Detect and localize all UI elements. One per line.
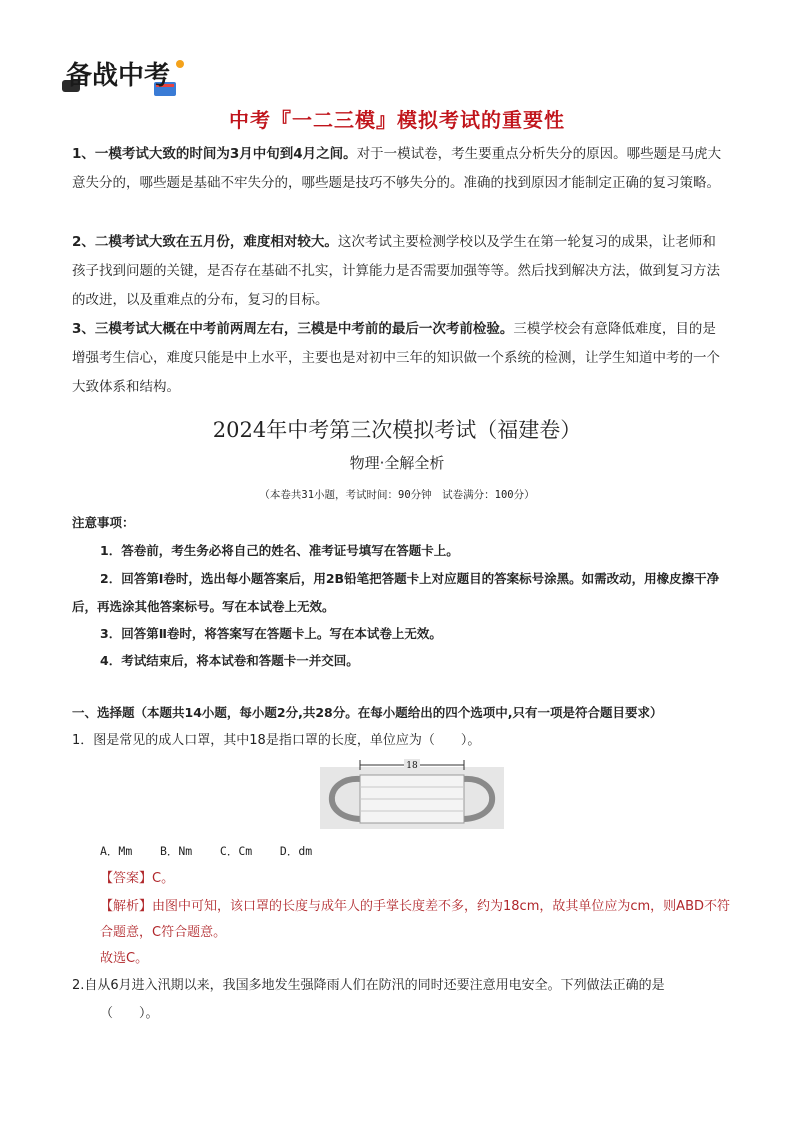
notice-item: 4．考试结束后，将本试卷和答题卡一并交回。	[100, 653, 359, 668]
analysis-tag: 【解析】	[100, 899, 153, 914]
promo-item-1	[72, 140, 724, 198]
promo-item-lead: 1、一模考试大致的时间为3月中旬到4月之间。	[72, 146, 357, 162]
q1-conclusion: 故选C。	[100, 951, 149, 966]
exam-subject: 物理·全解全析	[349, 454, 445, 472]
promo-item-body: 这次考试主要检测学校以及学生在第一轮复习的成果，让老师和孩子找到问题的关键，是否存在基础不扎实，计算能力是否需要加强等等。然后找到解决方法，做到复习方法的改进，以及重难点的分布，复习的目标。	[72, 234, 720, 308]
mask-dimension-label: 18	[406, 761, 418, 771]
promo-item-2	[72, 228, 724, 315]
promo-item-lead: 3、三模考试大概在中考前两周左右，三模是中考前的最后一次考前检验。	[72, 321, 514, 337]
q1-stem: 1．图是常见的成人口罩，其中18是指口罩的长度，单位应为（ ）。	[72, 733, 481, 748]
notice-item: 3．回答第Ⅱ卷时，将答案写在答题卡上。写在本试卷上无效。	[100, 626, 442, 641]
logo-badge-icon	[58, 50, 198, 106]
notice-heading: 注意事项：	[72, 515, 135, 530]
q2-blank: （ ）。	[100, 1006, 159, 1021]
promo-item-body: 三模学校会有意降低难度，目的是增强考生信心，难度只能是中上水平，主要也是对初中三年的知识做一个系统的检测，让学生知道中考的一个大致体系和结构。	[72, 321, 720, 395]
promo-item-lead: 2、二模考试大致在五月份，难度相对较大。	[72, 234, 338, 250]
logo	[58, 50, 198, 106]
q1-analysis	[100, 894, 730, 946]
exam-meta: （本卷共31小题，考试时间：90分钟 试卷满分：100分）	[259, 489, 535, 501]
answer-tag: 【答案】	[100, 871, 153, 886]
q1-answer	[100, 866, 730, 892]
q1-options: A．Mm B．Nm C．Cm D．dm	[100, 844, 313, 858]
analysis-text: 由图中可知，该口罩的长度与成年人的手掌长度差不多，约为18cm，故其单位应为cm，则ABD不符合题意，C符合题意。	[100, 899, 731, 940]
answer-value: C。	[152, 871, 175, 886]
promo-title: 中考『一二三模』模拟考试的重要性	[229, 108, 565, 132]
logo-text: 备战中考	[66, 61, 171, 91]
promo-item-body: 对于一模试卷，考生要重点分析失分的原因。哪些题是马虎大意失分的，哪些题是基础不牢失分的，哪些题是技巧不够失分的。准确的找到原因才能制定正确的复习策略。	[72, 146, 722, 191]
notice-item: 1．答卷前，考生务必将自己的姓名、准考证号填写在答题卡上。	[100, 543, 459, 558]
section-heading: 一、选择题（本题共14小题，每小题2分,共28分。在每小题给出的四个选项中,只有一项是符合题目要求）	[72, 705, 663, 720]
notice-item: 2．回答第Ⅰ卷时，选出每小题答案后，用2B铅笔把答题卡上对应题目的答案标号涂黑。如需改动，用橡皮擦干净后，再选涂其他答案标号。写在本试卷上无效。	[72, 571, 720, 614]
q2-stem: 2.自从6月进入汛期以来，我国多地发生强降雨人们在防汛的同时还要注意用电安全。下列做法正确的是	[72, 978, 665, 993]
mask-figure	[320, 759, 504, 829]
promo-item-3	[72, 315, 724, 402]
exam-title: 2024年中考第三次模拟考试（福建卷）	[212, 418, 582, 442]
